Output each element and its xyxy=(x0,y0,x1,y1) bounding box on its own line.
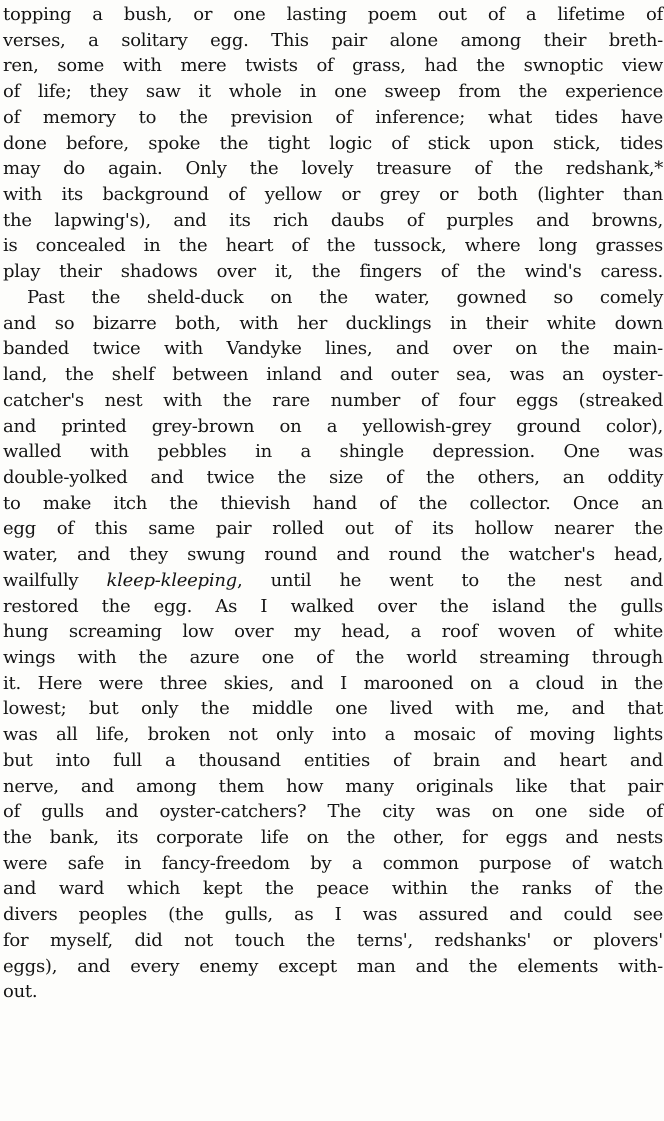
text-line: catcher's nest with the rare number of four eggs (streaked xyxy=(3,389,663,411)
text-line: the bank, its corporate life on the other, for eggs and nests xyxy=(3,827,663,848)
text-line: egg of this same pair rolled out of its hollow nearer the xyxy=(3,518,663,540)
text-line: verses, a solitary egg. This pair alone among their breth- xyxy=(3,29,663,51)
text-line-final: out. xyxy=(3,981,38,1003)
body-text xyxy=(3,2,663,1005)
text-line: were safe in fancy-freedom by a common purpose of watch xyxy=(3,852,663,874)
text-line: was all life, broken not only into a mosaic of moving lights xyxy=(3,724,663,746)
text-line: restored the egg. As I walked over the island the gulls xyxy=(3,595,663,617)
text-line: play their shadows over it, the fingers of the wind's caress. xyxy=(3,261,663,283)
text-line: eggs), and every enemy except man and the elements with- xyxy=(3,955,663,977)
text-line: is concealed in the heart of the tussock, where long grasses xyxy=(3,235,663,257)
text-line: walled with pebbles in a shingle depression. One was xyxy=(3,441,663,463)
text-line-with-italic xyxy=(3,568,663,594)
text-segment: wailfully xyxy=(3,569,107,591)
text-line: the lapwing's), and its rich daubs of purples and browns, xyxy=(3,209,663,231)
text-line: ren, some with mere twists of grass, had the swnoptic view xyxy=(3,55,663,77)
text-line: to make itch the thievish hand of the collector. Once an xyxy=(3,492,663,514)
text-line: of gulls and oyster-catchers? The city was on one side of xyxy=(3,801,663,823)
text-line: topping a bush, or one lasting poem out of a lifetime of xyxy=(3,4,663,25)
text-line: hung screaming low over my head, a roof woven of white xyxy=(3,621,663,643)
paragraph-sheld-duck xyxy=(3,285,663,1005)
text-line: banded twice with Vandyke lines, and over on the main- xyxy=(3,338,663,360)
text-line: it. Here were three skies, and I marooned on a cloud in the xyxy=(3,672,663,694)
text-line: of life; they saw it whole in one sweep from the experience xyxy=(3,81,663,103)
text-line: and so bizarre both, with her ducklings in their white down xyxy=(3,312,663,334)
text-line: and printed grey-brown on a yellowish-grey ground color), xyxy=(3,415,663,437)
text-line: land, the shelf between inland and outer sea, was an oyster- xyxy=(3,364,663,386)
text-line: and ward which kept the peace within the ranks of the xyxy=(3,878,663,900)
text-line: nerve, and among them how many originals like that pair xyxy=(3,775,663,797)
text-line: wings with the azure one of the world streaming through xyxy=(3,646,663,668)
italic-call: kleep-kleeping xyxy=(106,569,237,591)
text-segment: , until he went to the nest and xyxy=(236,569,664,591)
text-line: with its background of yellow or grey or both (lighter than xyxy=(3,184,663,206)
text-line: but into full a thousand entities of brain and heart and xyxy=(3,749,663,771)
text-line: of memory to the prevision of inference; what tides have xyxy=(3,106,663,128)
text-line: for myself, did not touch the terns', redshanks' or plovers' xyxy=(3,929,663,951)
text-line: may do again. Only the lovely treasure of the redshank,* xyxy=(3,158,663,180)
text-line: water, and they swung round and round the watcher's head, xyxy=(3,544,663,566)
text-line: done before, spoke the tight logic of stick upon stick, tides xyxy=(3,132,663,154)
text-line: divers peoples (the gulls, as I was assured and could see xyxy=(3,904,663,926)
text-line: Past the sheld-duck on the water, gowned so comely xyxy=(27,286,663,308)
text-line: lowest; but only the middle one lived with me, and that xyxy=(3,698,663,720)
paragraph-continuation xyxy=(3,2,663,285)
text-line: double-yolked and twice the size of the others, an oddity xyxy=(3,466,663,488)
